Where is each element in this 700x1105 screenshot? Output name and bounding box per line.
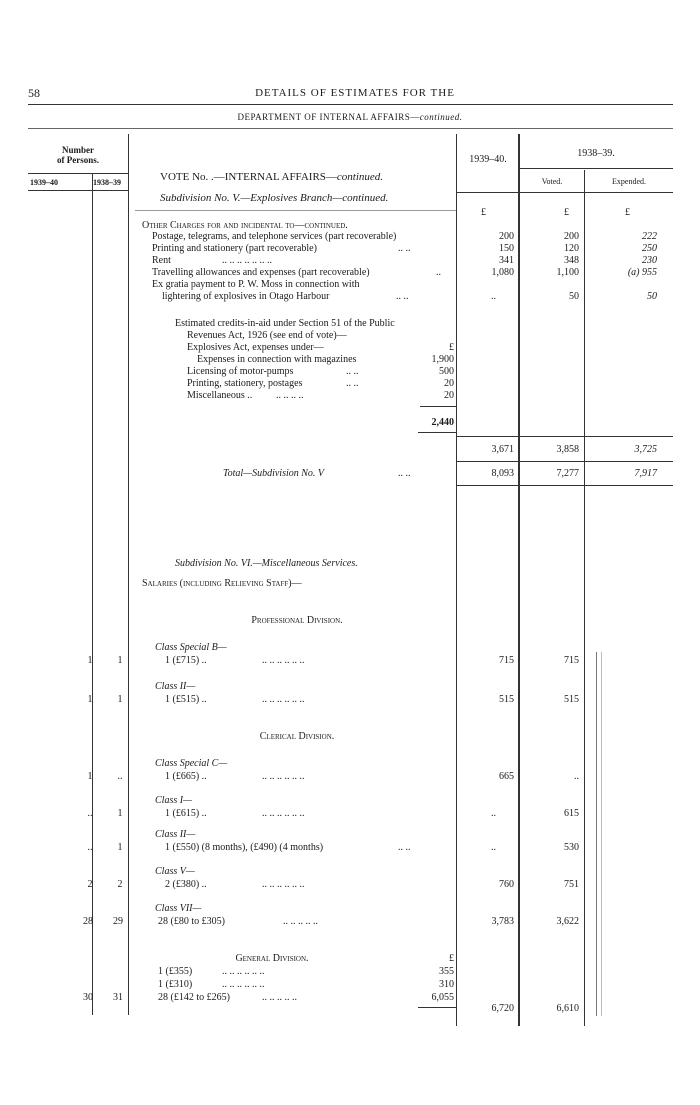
class-detail: 28 (£80 to £305) bbox=[158, 916, 225, 927]
amount-1939-40: 665 bbox=[499, 771, 514, 782]
leader-dots: .. .. .. .. .. .. bbox=[262, 808, 305, 819]
persons-1938-39: 1 bbox=[117, 808, 123, 819]
amount-voted: 530 bbox=[564, 842, 579, 853]
total-subdivision-v-expended: 7,917 bbox=[634, 468, 657, 479]
class-name: Class Special B— bbox=[155, 642, 227, 653]
general-value: 310 bbox=[439, 979, 454, 990]
class-name: Class Special C— bbox=[155, 758, 228, 769]
charge-expended: 230 bbox=[642, 255, 657, 266]
persons-1938-39: 2 bbox=[117, 879, 123, 890]
persons-1938-39: 1 bbox=[117, 842, 123, 853]
general-detail: 1 (£355) bbox=[158, 966, 193, 977]
class-detail: 1 (£715) .. bbox=[165, 655, 207, 666]
pound-sign-a: £ bbox=[481, 207, 486, 218]
persons-1939-40: 2 bbox=[87, 879, 93, 890]
pound-sign-b: £ bbox=[564, 207, 569, 218]
other-charges-heading: Other Charges for and incidental to—continued. bbox=[142, 220, 348, 231]
leader-dots: .. .. .. .. .. bbox=[283, 916, 318, 927]
page-subtitle bbox=[180, 112, 520, 122]
charge-label: Postage, telegrams, and telephone services (part recoverable) bbox=[152, 231, 397, 242]
persons-1939-40: 30 bbox=[83, 992, 93, 1003]
general-value: 355 bbox=[439, 966, 454, 977]
amount-voted: 751 bbox=[564, 879, 579, 890]
credit-value: 1,900 bbox=[431, 354, 454, 365]
charge-1939-40: 341 bbox=[499, 255, 514, 266]
charge-label: lightering of explosives in Otago Harbour bbox=[162, 291, 330, 302]
credits-line-2: Revenues Act, 1926 (see end of vote)— bbox=[187, 330, 347, 341]
amount-voted: 515 bbox=[564, 694, 579, 705]
leader-dots: .. .. bbox=[398, 842, 411, 853]
credit-label: Licensing of motor-pumps bbox=[187, 366, 294, 377]
class-name: Class I— bbox=[155, 795, 192, 806]
clerical-division-heading: Clerical Division. bbox=[259, 731, 335, 742]
persons-1939-40: 28 bbox=[83, 916, 93, 927]
leader-dots: .. .. bbox=[398, 468, 411, 479]
charge-voted: 200 bbox=[564, 231, 579, 242]
column-1938-39: 1938–39. bbox=[577, 148, 615, 159]
salaries-heading: Salaries (including Relieving Staff)— bbox=[142, 578, 302, 589]
class-detail: 2 (£380) .. bbox=[165, 879, 207, 890]
class-name: Class II— bbox=[155, 681, 196, 692]
persons-number-label: Number bbox=[62, 145, 94, 155]
general-detail: 28 (£142 to £265) bbox=[158, 992, 230, 1003]
credits-pound-sign: £ bbox=[449, 342, 454, 353]
vote-title-text: VOTE No. .—INTERNAL AFFAIRS— bbox=[160, 171, 337, 183]
class-detail: 1 (£665) .. bbox=[165, 771, 207, 782]
credit-value: 20 bbox=[444, 390, 454, 401]
charge-1939-40: 150 bbox=[499, 243, 514, 254]
subdivision-v-title: Subdivision No. V.—Explosives Branch—continued. bbox=[160, 192, 389, 204]
credits-line-3: Explosives Act, expenses under— bbox=[187, 342, 324, 353]
charges-total-1939-40: 3,671 bbox=[491, 444, 514, 455]
general-total-1939-40: 6,720 bbox=[491, 1003, 514, 1014]
credit-label: Expenses in connection with magazines bbox=[197, 354, 357, 365]
class-name: Class V— bbox=[155, 866, 195, 877]
persons-1938-39: 1 bbox=[117, 694, 123, 705]
voted-heading: Voted. bbox=[541, 177, 563, 186]
general-value: 6,055 bbox=[431, 992, 454, 1003]
subtitle-continued: continued. bbox=[419, 112, 463, 122]
persons-1939-40: 1 bbox=[87, 655, 93, 666]
amount-1939-40: 715 bbox=[499, 655, 514, 666]
credit-value: 500 bbox=[439, 366, 454, 377]
persons-1939-40: 1 bbox=[87, 771, 93, 782]
persons-1938-39: 1 bbox=[117, 655, 123, 666]
charge-label: Printing and stationery (part recoverable) bbox=[152, 243, 317, 254]
leader-dots: .. .. .. .. .. .. .. bbox=[222, 255, 272, 266]
charge-expended: 50 bbox=[647, 291, 657, 302]
leader-dots: .. .. .. .. .. bbox=[262, 992, 297, 1003]
amount-voted: 615 bbox=[564, 808, 579, 819]
credit-label: Printing, stationery, postages bbox=[187, 378, 303, 389]
class-name: Class VII— bbox=[155, 903, 202, 914]
general-detail: 1 (£310) bbox=[158, 979, 193, 990]
charges-total-voted: 3,858 bbox=[556, 444, 579, 455]
total-subdivision-v-voted: 7,277 bbox=[556, 468, 579, 479]
professional-division-heading: Professional Division. bbox=[251, 615, 343, 626]
charge-voted: 348 bbox=[564, 255, 579, 266]
leader-dots: .. .. bbox=[398, 243, 411, 254]
vote-title bbox=[160, 171, 383, 183]
subtitle-text: DEPARTMENT OF INTERNAL AFFAIRS— bbox=[237, 112, 420, 122]
leader-dots: .. .. .. .. .. .. bbox=[222, 979, 265, 990]
vote-title-continued: continued. bbox=[336, 171, 384, 183]
column-1939-40: 1939–40. bbox=[469, 154, 507, 165]
credit-label: Miscellaneous .. bbox=[187, 390, 253, 401]
credit-value: 20 bbox=[444, 378, 454, 389]
class-detail: 1 (£615) .. bbox=[165, 808, 207, 819]
amount-1939-40: .. bbox=[491, 842, 496, 853]
charge-1939-40: .. bbox=[491, 291, 496, 302]
total-subdivision-v-1939-40: 8,093 bbox=[491, 468, 514, 479]
persons-label: of Persons. bbox=[57, 155, 99, 165]
charge-label: Travelling allowances and expenses (part recoverable) bbox=[152, 267, 370, 278]
leader-dots: .. .. bbox=[346, 366, 359, 377]
general-pound-sign: £ bbox=[449, 953, 454, 964]
leader-dots: .. bbox=[436, 267, 441, 278]
leader-dots: .. .. bbox=[346, 378, 359, 389]
amount-1939-40: .. bbox=[491, 808, 496, 819]
amount-voted: 715 bbox=[564, 655, 579, 666]
charge-1939-40: 200 bbox=[499, 231, 514, 242]
charge-voted: 50 bbox=[569, 291, 579, 302]
general-total-voted: 6,610 bbox=[556, 1003, 579, 1014]
pound-sign-c: £ bbox=[625, 207, 630, 218]
leader-dots: .. .. .. .. .. .. bbox=[262, 694, 305, 705]
amount-voted: .. bbox=[574, 771, 579, 782]
charge-label: Rent bbox=[152, 255, 171, 266]
page-title: DETAILS OF ESTIMATES FOR THE bbox=[255, 87, 455, 99]
charge-expended: 222 bbox=[642, 231, 657, 242]
leader-dots: .. .. bbox=[396, 291, 409, 302]
persons-1938-39: 31 bbox=[113, 992, 123, 1003]
leader-dots: .. .. .. .. .. .. bbox=[222, 966, 265, 977]
leader-dots: .. .. .. .. bbox=[276, 390, 304, 401]
credits-total: 2,440 bbox=[431, 417, 454, 428]
expended-heading: Expended. bbox=[612, 177, 646, 186]
amount-voted: 3,622 bbox=[556, 916, 579, 927]
persons-1939-40: 1 bbox=[87, 694, 93, 705]
charge-expended: 250 bbox=[642, 243, 657, 254]
year-a-heading: 1939–40 bbox=[30, 178, 58, 187]
charge-1939-40: 1,080 bbox=[491, 267, 514, 278]
class-detail: 1 (£550) (8 months), (£490) (4 months) bbox=[165, 842, 324, 853]
amount-1939-40: 3,783 bbox=[491, 916, 514, 927]
persons-1939-40: .. bbox=[87, 842, 93, 853]
leader-dots: .. .. .. .. .. .. bbox=[262, 655, 305, 666]
charge-expended: (a) 955 bbox=[627, 267, 657, 278]
subdivision-vi-title: Subdivision No. VI.—Miscellaneous Services. bbox=[175, 558, 358, 569]
charges-total-expended: 3,725 bbox=[634, 444, 657, 455]
year-b-heading: 1938–39 bbox=[93, 178, 121, 187]
leader-dots: .. .. .. .. .. .. bbox=[262, 771, 305, 782]
total-subdivision-v-label: Total—Subdivision No. V bbox=[223, 468, 325, 479]
leader-dots: .. .. .. .. .. .. bbox=[262, 879, 305, 890]
persons-1939-40: .. bbox=[87, 808, 93, 819]
class-detail: 1 (£515) .. bbox=[165, 694, 207, 705]
persons-1938-39: 29 bbox=[113, 916, 123, 927]
charge-label: Ex gratia payment to P. W. Moss in connection with bbox=[152, 279, 360, 290]
general-division-heading: General Division. bbox=[235, 953, 309, 964]
persons-1938-39: .. bbox=[117, 771, 123, 782]
charge-voted: 120 bbox=[564, 243, 579, 254]
class-name: Class II— bbox=[155, 829, 196, 840]
page-number: 58 bbox=[28, 86, 40, 100]
amount-1939-40: 760 bbox=[499, 879, 514, 890]
amount-1939-40: 515 bbox=[499, 694, 514, 705]
charge-voted: 1,100 bbox=[556, 267, 579, 278]
credits-line-1: Estimated credits-in-aid under Section 51 of the Public bbox=[175, 318, 395, 329]
